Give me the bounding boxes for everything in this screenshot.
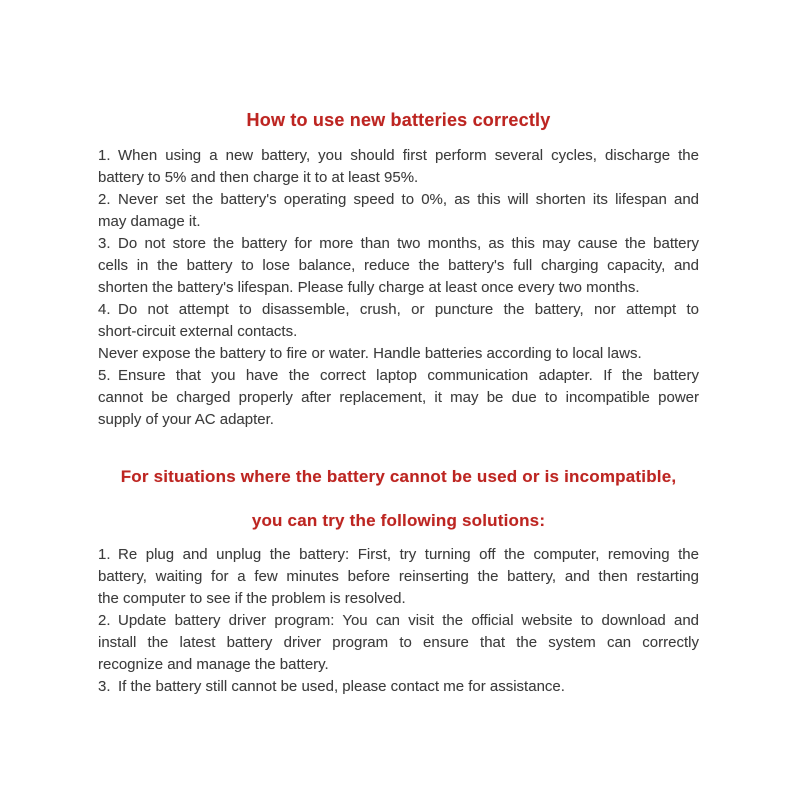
text-line: supply of your AC adapter. bbox=[98, 411, 274, 428]
text-line: cannot be charged properly after replacement, it may be due to incompatible power bbox=[98, 389, 699, 406]
document-page bbox=[98, 0, 699, 698]
text-line: short-circuit external contacts. bbox=[98, 323, 298, 340]
section-heading-line-2: you can try the following solutions: bbox=[251, 511, 546, 530]
text-line: install the latest battery driver program to ensure that the system can correctly bbox=[98, 634, 699, 651]
text-line: 3. Do not store the battery for more than two months, as this may cause the battery bbox=[98, 235, 699, 252]
text-line: battery, waiting for a few minutes before reinserting the battery, and then restarting bbox=[98, 568, 699, 585]
instruction-item bbox=[98, 145, 699, 189]
instruction-item bbox=[98, 299, 699, 343]
instruction-item bbox=[98, 365, 699, 431]
text-line: 5. Ensure that you have the correct laptop communication adapter. If the battery bbox=[98, 367, 699, 384]
text-line: recognize and manage the battery. bbox=[98, 656, 329, 673]
solution-item bbox=[98, 610, 699, 676]
text-line: 1. When using a new battery, you should first perform several cycles, discharge the bbox=[98, 147, 699, 164]
text-line: shorten the battery's lifespan. Please fully charge at least once every two months. bbox=[98, 279, 640, 296]
solution-item bbox=[98, 544, 699, 610]
text-line: 4. Do not attempt to disassemble, crush, or puncture the battery, nor attempt to bbox=[98, 301, 699, 318]
page-title: How to use new batteries correctly bbox=[246, 110, 551, 130]
instruction-item bbox=[98, 343, 699, 365]
text-line: battery to 5% and then charge it to at least 95%. bbox=[98, 169, 419, 186]
instruction-item bbox=[98, 189, 699, 233]
text-line: 1. Re plug and unplug the battery: First, try turning off the computer, removing the bbox=[98, 546, 699, 563]
text-line: 2. Update battery driver program: You can visit the official website to download and bbox=[98, 612, 699, 629]
troubleshooting-solutions bbox=[98, 544, 699, 698]
text-line: 3. If the battery still cannot be used, please contact me for assistance. bbox=[98, 678, 565, 695]
instruction-item bbox=[98, 233, 699, 299]
text-line: Never expose the battery to fire or water. Handle batteries according to local laws. bbox=[98, 345, 642, 362]
text-line: 2. Never set the battery's operating speed to 0%, as this will shorten its lifespan and bbox=[98, 191, 699, 208]
text-line: cells in the battery to lose balance, reduce the battery's full charging capacity, and bbox=[98, 257, 699, 274]
text-line: may damage it. bbox=[98, 213, 201, 230]
solution-item bbox=[98, 676, 699, 698]
text-line: the computer to see if the problem is resolved. bbox=[98, 590, 406, 607]
battery-usage-instructions bbox=[98, 145, 699, 431]
section-heading-line-1: For situations where the battery cannot be used or is incompatible, bbox=[120, 467, 677, 486]
